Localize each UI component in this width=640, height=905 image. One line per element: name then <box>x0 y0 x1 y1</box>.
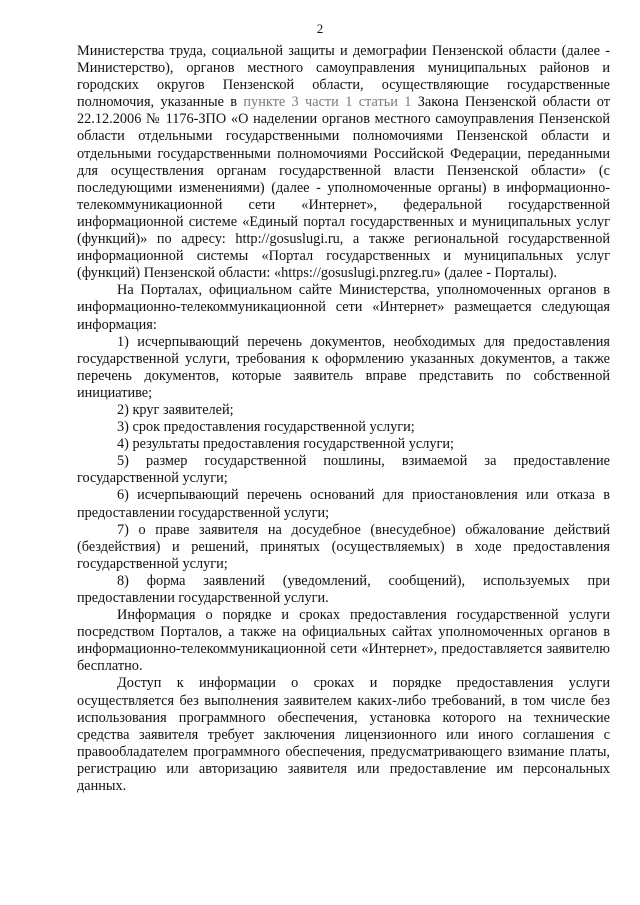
paragraph <box>77 675 610 795</box>
paragraph-text: 8) форма заявлений (уведомлений, сообщений), используемых при предоставлении государственной услуги. <box>77 572 610 606</box>
paragraph <box>77 453 610 487</box>
paragraph-text: 4) результаты предоставления государственной услуги; <box>117 436 455 453</box>
paragraph-text: Информация о порядке и сроках предоставления государственной услуги посредством Порталов, а также на официальных сайтах уполномоченных органов в информационно-телекоммуникационной сети «Интернет», предоставляется заявителю бесплатно. <box>77 607 610 675</box>
paragraph <box>77 487 610 521</box>
paragraph-text: Министерства труда, социальной защиты и демографии Пензенской области (далее - Министерство), органов местного самоуправления муниципальных районов и городских округов Пензенской области, осуществляющие государственные полномочия, указанные в <box>77 43 610 111</box>
legal-reference-text: пункте 3 части 1 статьи 1 <box>243 94 412 111</box>
paragraph <box>77 419 610 436</box>
document-body <box>77 43 610 795</box>
paragraph <box>77 402 610 419</box>
paragraph-text: 3) срок предоставления государственной услуги; <box>117 419 415 436</box>
paragraph <box>77 334 610 402</box>
paragraph <box>77 43 610 282</box>
paragraph-text: 2) круг заявителей; <box>117 401 234 418</box>
paragraph <box>77 436 610 453</box>
paragraph <box>77 522 610 573</box>
paragraph-text: 6) исчерпывающий перечень оснований для приостановления или отказа в предоставлении государственной услуги; <box>77 487 610 521</box>
paragraph-text: 5) размер государственной пошлины, взимаемой за предоставление государственной услуги; <box>77 453 610 487</box>
paragraph-text: Доступ к информации о сроках и порядке предоставления услуги осуществляется без выполнения заявителем каких-либо требований, в том числе без использования программного обеспечения, установка которого на технические средства заявителя требует заключения лицензионного или иного соглашения с правообладателем программного обеспечения, предусматривающего взимание платы, регистрацию или авторизацию заявителя или предоставление им персональных данных. <box>77 675 610 795</box>
paragraph-text: Закона Пензенской области от 22.12.2006 № 1176-ЗПО «О наделении органов местного самоуправления Пензенской области отдельными государственными полномочиями Пензенской области и отдельными государственными полномочиями Российской Федерации, переданными для осуществления органам государственной власти Пензенской области» (с последующими изменениями) (далее - уполномоченные органы) в информационно-телекоммуникационной сети «Интернет», федеральной государственной информационной системе «Единый портал государственных и муниципальных услуг (функций)» по адресу: http://gosuslugi.ru, а также региональной государственной информационной системы «Портал государственных и муниципальных услуг (функций) Пензенской области: «https://gosuslugi.pnzreg.ru» (далее - Порталы). <box>77 94 611 282</box>
paragraph-text: На Порталах, официальном сайте Министерства, уполномоченных органов в информационно-телекоммуникационной сети «Интернет» размещается следующая информация: <box>77 282 610 333</box>
page-number: 2 <box>316 21 324 36</box>
paragraph-text: 7) о праве заявителя на досудебное (внесудебное) обжалование действий (бездействия) и решений, принятых (осуществляемых) в ходе предоставления государственной услуги; <box>77 521 610 572</box>
paragraph <box>77 607 610 675</box>
paragraph <box>77 282 610 333</box>
paragraph-text: 1) исчерпывающий перечень документов, необходимых для предоставления государственной услуги, требования к оформлению указанных документов, а также перечень документов, которые заявитель вправе представить по собственной инициативе; <box>77 333 610 401</box>
paragraph <box>77 573 610 607</box>
